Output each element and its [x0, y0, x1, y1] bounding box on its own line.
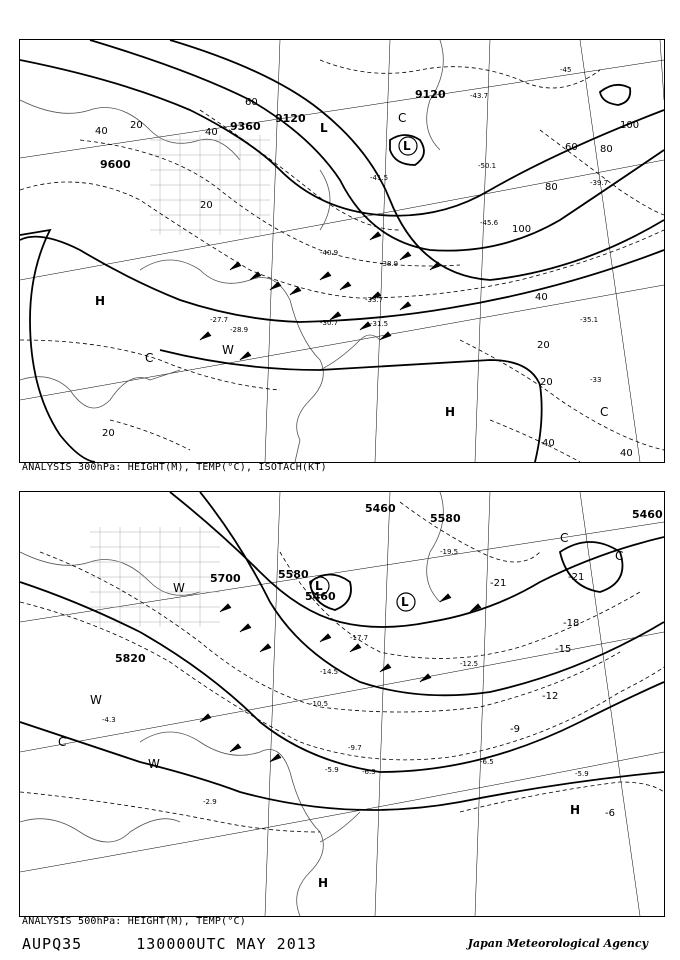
caption-500hpa: ANALYSIS 500hPa: HEIGHT(M), TEMP(°C) [22, 916, 246, 927]
chart-code: AUPQ35 [22, 935, 83, 953]
high-center: H [95, 294, 106, 308]
map-panel-500hpa [19, 491, 665, 917]
isotherm-label: -21 [490, 578, 507, 589]
height-label: 9120 [415, 88, 446, 101]
temp-label: -31.5 [370, 320, 389, 328]
height-contours [20, 40, 664, 462]
height-label: 5820 [115, 652, 146, 665]
temp-label: -38.9 [380, 260, 399, 268]
pressure-centers [58, 531, 623, 890]
temp-label: -5.9 [325, 766, 339, 774]
map-300hpa-svg [20, 40, 664, 462]
isotach-labels [95, 97, 639, 459]
isotach-label: 100 [512, 224, 532, 235]
coastlines [20, 492, 443, 916]
temp-label: -12.5 [460, 660, 479, 668]
cold-center: C [600, 405, 609, 419]
isotach-label: 40 [620, 448, 633, 459]
graticule [20, 492, 664, 916]
isotach-label: 40 [205, 127, 218, 138]
temp-label: -17.7 [350, 634, 369, 642]
isotach-label: 20 [537, 340, 550, 351]
isotach-label: 40 [535, 292, 548, 303]
height-label: 5580 [430, 512, 461, 525]
isotach-label: 40 [542, 438, 555, 449]
isotherm-label: -15 [555, 644, 572, 655]
isotach-label: 80 [545, 182, 558, 193]
low-center: L [401, 595, 409, 609]
temp-label: -30.7 [320, 319, 339, 327]
cold-center: C [58, 735, 67, 749]
isotherm-label: -9 [510, 724, 520, 735]
temp-label: -14.5 [320, 668, 339, 676]
temp-label: -45.6 [480, 219, 499, 227]
temp-label: -9.7 [348, 744, 362, 752]
temp-label: -39.7 [590, 179, 609, 187]
isotach-label: 20 [102, 428, 115, 439]
temp-label: -27.7 [210, 316, 229, 324]
wind-barbs [200, 594, 481, 762]
caption-300hpa: ANALYSIS 300hPa: HEIGHT(M), TEMP(°C), ISOTACH(KT) [22, 462, 327, 473]
isotach-label: 100 [620, 120, 640, 131]
cold-center: C [615, 549, 624, 563]
temp-label: -6.5 [480, 758, 494, 766]
stipple-region [150, 135, 270, 235]
temp-label: -19.5 [440, 548, 459, 556]
map-500hpa-svg [20, 492, 664, 916]
temp-label: -33 [590, 376, 602, 384]
low-center: L [320, 121, 328, 135]
valid-time: 130000UTC MAY 2013 [136, 935, 317, 953]
low-center: L [315, 579, 323, 593]
temp-label: -4.3 [102, 716, 116, 724]
temp-label: -10.5 [310, 700, 329, 708]
cold-center: C [398, 111, 407, 125]
high-center: H [318, 876, 329, 890]
height-label: 5460 [632, 508, 663, 521]
warm-center: W [90, 693, 102, 707]
isotach-label: 60 [565, 142, 578, 153]
isotach-label: 20 [540, 377, 553, 388]
isotach-label: 20 [200, 200, 213, 211]
height-label: 5460 [365, 502, 396, 515]
isotherm-label: -18 [563, 618, 580, 629]
height-label: 9600 [100, 158, 131, 171]
height-label: 5580 [278, 568, 309, 581]
temp-label: -5.9 [575, 770, 589, 778]
agency-name: Japan Meteorological Agency [467, 937, 648, 950]
isotach-contours [20, 60, 664, 462]
temp-label: -50.1 [478, 162, 497, 170]
high-center: H [445, 405, 456, 419]
isotach-label: 40 [95, 126, 108, 137]
height-label: 5460 [305, 590, 336, 603]
temp-label: -2.9 [203, 798, 217, 806]
height-label: 9360 [230, 120, 261, 133]
warm-center: W [222, 343, 234, 357]
isotach-label: 60 [245, 97, 258, 108]
height-label: 9120 [275, 112, 306, 125]
warm-center: W [148, 757, 160, 771]
high-center: H [570, 803, 581, 817]
isotherm-contours [20, 502, 664, 832]
temp-label: -41.5 [370, 174, 389, 182]
chart-identifier [22, 935, 317, 953]
temp-label: -45 [560, 66, 572, 74]
cold-center: C [560, 531, 569, 545]
temp-label: -35.1 [580, 316, 599, 324]
temp-label: -28.9 [230, 326, 249, 334]
temp-label: -40.9 [320, 249, 339, 257]
temp-label: -6.3 [362, 768, 376, 776]
stipple-region [90, 527, 220, 627]
isotherm-label: -12 [542, 691, 559, 702]
temp-label: -33.7 [365, 296, 384, 304]
graticule [20, 40, 664, 462]
temp-label: -43.7 [470, 92, 489, 100]
isotach-label: 20 [130, 120, 143, 131]
height-label: 5700 [210, 572, 241, 585]
low-center: L [403, 139, 411, 153]
cold-center: C [145, 351, 154, 365]
warm-center: W [173, 581, 185, 595]
map-panel-300hpa [19, 39, 665, 463]
isotherm-label: -6 [605, 808, 615, 819]
isotach-label: 80 [600, 144, 613, 155]
isotherm-label: -21 [568, 572, 585, 583]
